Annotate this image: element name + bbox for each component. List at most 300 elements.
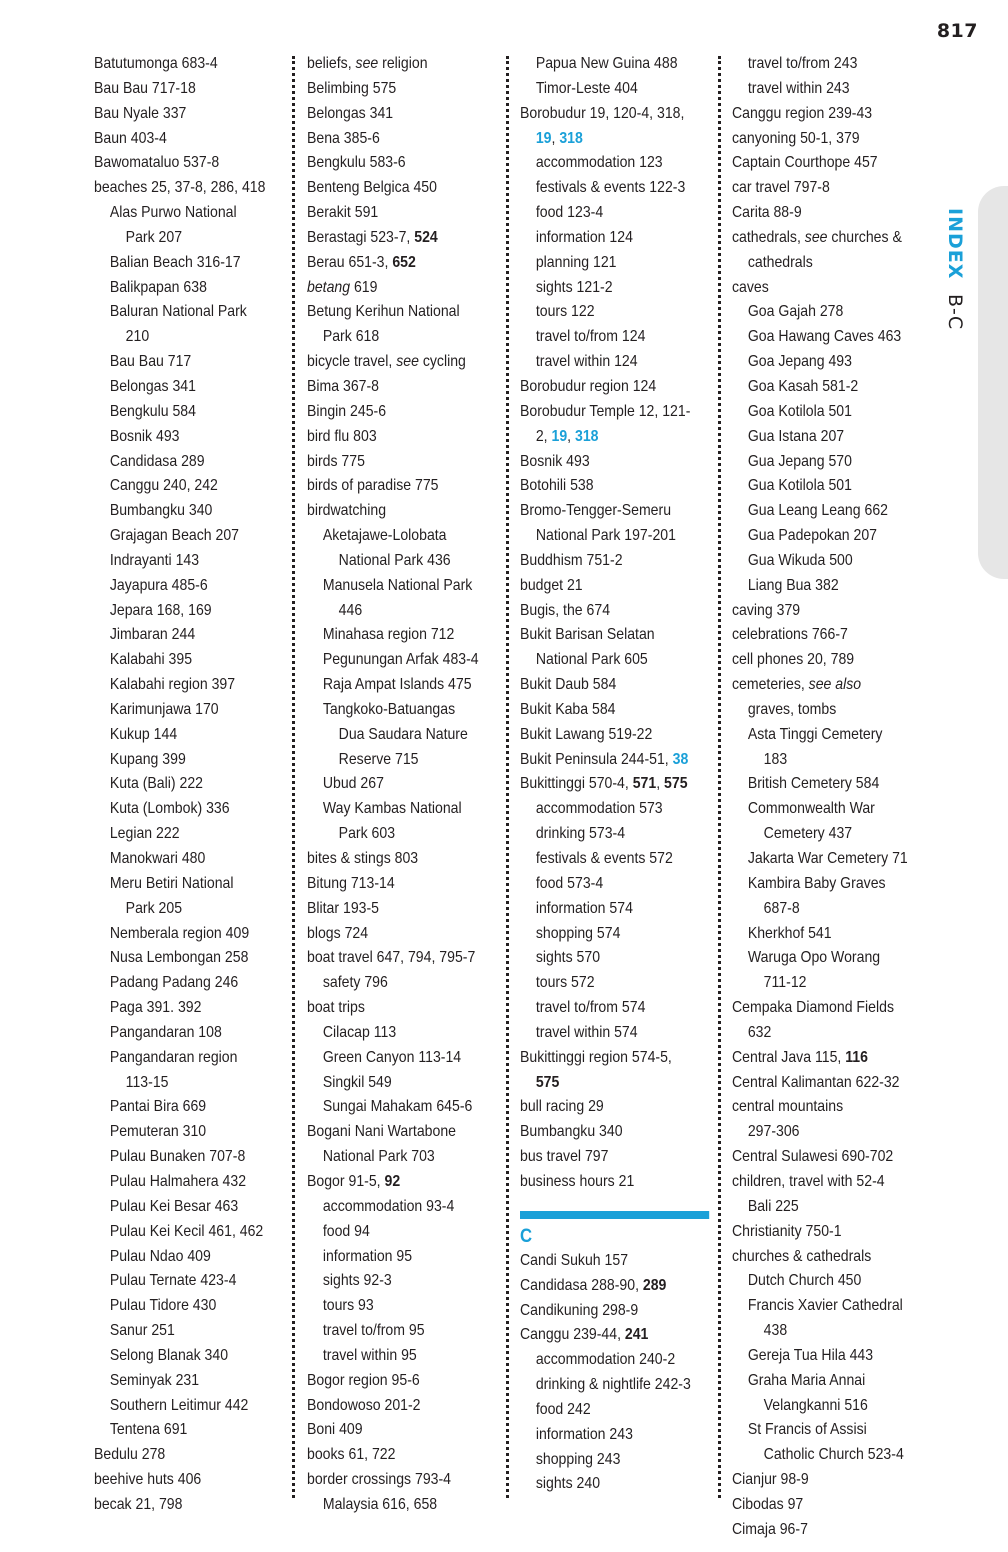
entry-line [94, 77, 265, 102]
entry-text: drinking 573-4 [535, 825, 626, 843]
entry-line [732, 102, 908, 127]
entry-line [307, 673, 479, 698]
entry-text: British Cemetery 584 [747, 775, 880, 793]
entry-line [94, 251, 265, 276]
entry-text: Gua Kotilola 501 [747, 477, 852, 495]
entry-text: 210 [125, 328, 150, 346]
index-entry [732, 226, 908, 276]
index-entry [732, 872, 908, 922]
entry-text: Legian 222 [109, 825, 180, 843]
index-entry [732, 797, 908, 847]
index-entry [307, 1493, 479, 1518]
entry-line [520, 673, 709, 698]
index-entry [520, 673, 709, 698]
entry-line [307, 797, 479, 822]
entry-text: Jakarta War Cemetery 71 [747, 850, 908, 867]
entry-text: Bogor region 95-6 [307, 1371, 420, 1389]
entry-text: Timor-Leste 404 [535, 79, 638, 97]
index-entry [732, 151, 908, 176]
entry-line [307, 1418, 479, 1443]
index-entry [732, 425, 908, 450]
entry-text: 446 [338, 601, 363, 619]
index-entry [94, 797, 265, 822]
entry-text: boat travel 647, 794, 795-7 [307, 949, 476, 967]
entry-text: travel to/from 124 [535, 328, 646, 346]
entry-line [732, 1095, 908, 1120]
entry-text: Asta Tinggi Cemetery [747, 725, 883, 743]
index-entry [520, 1472, 709, 1497]
entry-line [732, 524, 908, 549]
entry-text: Nusa Lembongan 258 [109, 949, 249, 967]
index-entry [732, 1294, 908, 1344]
entry-continuation [732, 971, 908, 996]
entry-text: Alas Purwo National [109, 204, 237, 222]
index-entry [732, 276, 908, 301]
entry-continuation [307, 748, 479, 773]
index-entry [520, 996, 709, 1021]
entry-text: Bitung 713-14 [307, 874, 395, 892]
index-entry [732, 673, 908, 723]
entry-line [94, 748, 265, 773]
index-entry [307, 1294, 479, 1319]
index-entry [520, 300, 709, 325]
entry-line [94, 375, 265, 400]
index-entry [307, 1418, 479, 1443]
entry-line [732, 723, 908, 748]
entry-text: accommodation 123 [535, 154, 663, 172]
entry-text: cell phones 20, 789 [732, 651, 855, 669]
entry-line [732, 1369, 908, 1394]
entry-text: Graha Maria Annai [747, 1371, 866, 1389]
entry-text: Seminyak 231 [109, 1371, 200, 1389]
entry-line [520, 226, 709, 251]
index-entry [94, 276, 265, 301]
index-entry [94, 599, 265, 624]
entry-line [520, 450, 709, 475]
entry-text: Pemuteran 310 [109, 1123, 207, 1141]
entry-text: Benteng Belgica 450 [307, 179, 437, 197]
entry-line [307, 1220, 479, 1245]
entry-text: Liang Bua 382 [747, 576, 839, 594]
index-entry [520, 1373, 709, 1398]
entry-line [94, 524, 265, 549]
entry-text: Kupang 399 [109, 750, 186, 768]
entry-text: National Park 605 [535, 651, 648, 669]
entry-text: Candidasa 288-90, [520, 1276, 643, 1294]
index-entry [94, 425, 265, 450]
entry-line [732, 648, 908, 673]
entry-text: Pangandaran 108 [109, 1023, 222, 1041]
entry-line [94, 623, 265, 648]
index-entry [307, 52, 479, 77]
index-entry [732, 723, 908, 773]
entry-line [307, 276, 479, 301]
index-entry [307, 922, 479, 947]
entry-continuation [94, 226, 265, 251]
entry-text: Ubud 267 [322, 775, 384, 793]
entry-line [520, 1299, 709, 1324]
entry-text: , [551, 129, 560, 147]
entry-line [520, 698, 709, 723]
entry-line [307, 251, 479, 276]
entry-line [520, 1423, 709, 1448]
entry-line [94, 176, 265, 201]
entry-line [94, 450, 265, 475]
index-entry [732, 648, 908, 673]
entry-line [94, 1095, 265, 1120]
entry-text: border crossings 793-4 [307, 1471, 452, 1489]
entry-text: Kalabahi 395 [109, 651, 193, 669]
entry-line [94, 648, 265, 673]
entry-text: food 94 [322, 1222, 370, 1240]
index-entry [520, 450, 709, 475]
entry-text: Bima 367-8 [307, 377, 380, 395]
index-entry [520, 251, 709, 276]
entry-line [307, 847, 479, 872]
index-entry [307, 1245, 479, 1270]
index-entry [307, 946, 479, 971]
index-entry [94, 574, 265, 599]
entry-text: Jayapura 485-6 [109, 576, 208, 594]
entry-line [520, 201, 709, 226]
entry-line [520, 52, 709, 77]
entry-text: Velangkanni 516 [763, 1396, 868, 1414]
entry-line [94, 1145, 265, 1170]
entry-text: Raja Ampat Islands 475 [322, 676, 472, 694]
index-entry [520, 1095, 709, 1120]
index-entry [94, 1195, 265, 1220]
entry-continuation [732, 1443, 908, 1468]
entry-line [94, 549, 265, 574]
entry-line [732, 872, 908, 897]
entry-line [94, 698, 265, 723]
entry-text: accommodation 573 [535, 800, 663, 818]
index-entry [94, 822, 265, 847]
entry-line [520, 1323, 709, 1348]
entry-text: shopping 243 [535, 1450, 621, 1468]
index-entry [94, 1418, 265, 1443]
index-entry [520, 922, 709, 947]
entry-text: food 573-4 [535, 874, 604, 892]
entry-text: Belimbing 575 [307, 79, 397, 97]
index-entry [307, 499, 479, 524]
entry-line [307, 201, 479, 226]
index-entry [94, 698, 265, 723]
index-entry [307, 1120, 479, 1170]
entry-line [732, 1046, 908, 1071]
map-page-ref: 241 [624, 1326, 649, 1344]
section-letter: C [520, 1225, 533, 1247]
index-entry [94, 1120, 265, 1145]
entry-line [520, 897, 709, 922]
index-entry [732, 300, 908, 325]
entry-text: Bukit Kaba 584 [520, 700, 616, 718]
entry-text: cathedrals, [732, 228, 805, 246]
map-page-ref: 571 [632, 775, 657, 793]
index-entry [732, 1369, 908, 1419]
entry-text: Bromo-Tengger-Semeru [520, 502, 672, 520]
entry-text: Bondowoso 201-2 [307, 1396, 421, 1414]
index-entry [94, 1344, 265, 1369]
map-page-ref: 575 [664, 775, 688, 793]
entry-text: Indrayanti 143 [109, 551, 200, 569]
entry-text: Aketajawe-Lolobata [322, 527, 447, 545]
entry-text: sights 240 [535, 1475, 601, 1493]
index-entry [307, 574, 479, 624]
entry-text: Pantai Bira 669 [109, 1098, 207, 1116]
index-entry [307, 201, 479, 226]
entry-text: Bukit Lawang 519-22 [520, 725, 653, 743]
entry-text: canyoning 50-1, 379 [732, 129, 860, 147]
entry-text: Balian Beach 316-17 [109, 253, 241, 271]
entry-line [307, 127, 479, 152]
entry-line [94, 1418, 265, 1443]
index-entry [307, 648, 479, 673]
entry-text: Candikuning 298-9 [520, 1301, 639, 1319]
entry-line [732, 1468, 908, 1493]
entry-text: Bukit Barisan Selatan [520, 626, 655, 644]
entry-line [732, 201, 908, 226]
entry-line [732, 1071, 908, 1096]
entry-text: Pulau Ndao 409 [109, 1247, 211, 1265]
index-entry [520, 499, 709, 549]
entry-text: Borobudur Temple 12, 121- [520, 402, 691, 420]
entry-line [307, 1344, 479, 1369]
index-entry [520, 599, 709, 624]
entry-continuation [307, 549, 479, 574]
column-divider [292, 56, 295, 1498]
entry-text: St Francis of Assisi [747, 1421, 867, 1439]
entry-continuation [94, 897, 265, 922]
entry-line [520, 1120, 709, 1145]
entry-text: Malaysia 616, 658 [322, 1495, 438, 1513]
index-entry [520, 1021, 709, 1046]
entry-text: becak 21, 798 [94, 1495, 183, 1513]
entry-line [732, 226, 908, 251]
index-entry [732, 1145, 908, 1170]
index-entry [520, 822, 709, 847]
map-page-ref: 524 [414, 228, 438, 246]
index-entry [520, 797, 709, 822]
entry-text: Kherkhof 541 [747, 924, 832, 942]
entry-text: Park 603 [338, 825, 396, 843]
index-entry [732, 1269, 908, 1294]
entry-line [94, 1245, 265, 1270]
entry-line [520, 723, 709, 748]
index-entry [94, 499, 265, 524]
index-entry [307, 897, 479, 922]
entry-line [307, 1369, 479, 1394]
index-entry [94, 375, 265, 400]
index-entry [520, 1448, 709, 1473]
entry-text: 687-8 [763, 899, 800, 917]
index-entry [520, 946, 709, 971]
index-entry [520, 574, 709, 599]
entry-text: 438 [763, 1322, 788, 1340]
entry-text: Canggu 239-44, [520, 1326, 625, 1344]
index-entry [307, 1220, 479, 1245]
entry-text: Candi Sukuh 157 [520, 1251, 629, 1269]
entry-line [732, 599, 908, 624]
index-entry [307, 698, 479, 773]
index-entry [732, 127, 908, 152]
entry-line [732, 549, 908, 574]
index-entry [520, 226, 709, 251]
entry-text: Bau Nyale 337 [94, 104, 187, 122]
entry-line [520, 1021, 709, 1046]
entry-line [520, 325, 709, 350]
entry-text: Borobudur region 124 [520, 377, 657, 395]
index-entry [94, 1319, 265, 1344]
entry-text: Central Java 115, [732, 1048, 846, 1066]
index-entry [94, 623, 265, 648]
index-entry [94, 673, 265, 698]
entry-text: Southern Leitimur 442 [109, 1396, 249, 1414]
entry-line [732, 127, 908, 152]
entry-line [94, 822, 265, 847]
entry-text: Pulau Tidore 430 [109, 1297, 217, 1315]
entry-line [307, 1046, 479, 1071]
entry-text: central mountains [732, 1098, 844, 1116]
index-entry [520, 1323, 709, 1348]
index-entry [520, 1120, 709, 1145]
entry-line [520, 1373, 709, 1398]
entry-line [307, 698, 479, 723]
index-entry [732, 1095, 908, 1145]
index-entry [520, 1170, 709, 1195]
index-entry [732, 77, 908, 102]
section-bar [520, 1211, 709, 1219]
entry-line [732, 1418, 908, 1443]
italic-text: see [355, 55, 379, 72]
entry-line [307, 772, 479, 797]
entry-text: Manokwari 480 [109, 850, 206, 867]
entry-line [732, 1145, 908, 1170]
entry-line [94, 1120, 265, 1145]
entry-text: Cemetery 437 [763, 825, 853, 843]
map-page-ref: 92 [384, 1172, 401, 1190]
entry-continuation [520, 127, 709, 152]
entry-line [94, 1046, 265, 1071]
index-entry [307, 1394, 479, 1419]
entry-text: Padang Padang 246 [109, 974, 239, 992]
entry-text: Boni 409 [307, 1421, 363, 1439]
map-page-ref: 289 [642, 1276, 667, 1294]
entry-line [94, 1220, 265, 1245]
entry-line [94, 922, 265, 947]
entry-text: drinking & nightlife 242-3 [535, 1376, 691, 1394]
index-entry [307, 1369, 479, 1394]
entry-text: Gua Leang Leang 662 [747, 502, 888, 520]
entry-text: Meru Betiri National [109, 874, 234, 892]
index-entry [94, 52, 265, 77]
index-entry [520, 1274, 709, 1299]
entry-text: Bena 385-6 [307, 129, 380, 147]
index-entry [94, 176, 265, 201]
entry-text: caves [732, 278, 769, 296]
index-entry [94, 450, 265, 475]
entry-text: beehive huts 406 [94, 1471, 202, 1489]
index-entry [732, 400, 908, 425]
entry-text: Tangkoko-Batuangas [322, 700, 456, 718]
index-entry [94, 1245, 265, 1270]
index-entry [307, 450, 479, 475]
index-entry [520, 102, 709, 152]
entry-line [732, 772, 908, 797]
index-entry [94, 1095, 265, 1120]
index-entry [520, 971, 709, 996]
entry-line [94, 1319, 265, 1344]
entry-line [307, 77, 479, 102]
index-entry [307, 623, 479, 648]
index-entry [732, 1468, 908, 1493]
index-entry [94, 1046, 265, 1096]
entry-text: tours 572 [535, 974, 595, 992]
entry-line [94, 772, 265, 797]
entry-text: Botohili 538 [520, 477, 594, 495]
entry-text: Way Kambas National [322, 800, 462, 818]
entry-text: information 243 [535, 1425, 633, 1443]
entry-line [520, 996, 709, 1021]
entry-text: Reserve 715 [338, 750, 419, 768]
index-entry [520, 151, 709, 176]
index-entry [732, 375, 908, 400]
index-entry [732, 549, 908, 574]
entry-text: Gereja Tua Hila 443 [747, 1346, 874, 1364]
entry-line [94, 797, 265, 822]
entry-line [94, 1369, 265, 1394]
italic-text: betang [307, 278, 351, 296]
index-entry [732, 1245, 908, 1270]
entry-line [307, 623, 479, 648]
index-entry [520, 375, 709, 400]
entry-text: food 123-4 [535, 204, 604, 222]
entry-text: Bugis, the 674 [520, 601, 611, 619]
index-entry [520, 1398, 709, 1423]
entry-text: Park 207 [125, 228, 183, 246]
entry-line [307, 648, 479, 673]
index-entry [94, 946, 265, 971]
italic-text: see [396, 353, 419, 371]
photo-page-ref: 19 [551, 427, 568, 445]
entry-line [307, 1394, 479, 1419]
entry-text: car travel 797-8 [732, 179, 830, 197]
index-entry [307, 1195, 479, 1220]
entry-line [307, 474, 479, 499]
index-entry [307, 872, 479, 897]
entry-line [732, 1344, 908, 1369]
entry-line [520, 300, 709, 325]
entry-text: Captain Courthope 457 [732, 154, 878, 172]
entry-text: Commonwealth War [747, 800, 875, 818]
entry-text: Goa Jepang 493 [747, 353, 852, 371]
entry-line [307, 872, 479, 897]
entry-continuation [732, 698, 908, 723]
index-entry [94, 300, 265, 350]
entry-line [94, 350, 265, 375]
index-entry [307, 251, 479, 276]
index-entry [732, 922, 908, 947]
index-entry [307, 102, 479, 127]
index-entry [94, 922, 265, 947]
index-entry [94, 847, 265, 872]
column-divider [506, 56, 509, 1498]
entry-line [307, 300, 479, 325]
entry-line [520, 1095, 709, 1120]
entry-line [307, 1294, 479, 1319]
index-entry [732, 1518, 908, 1543]
entry-line [520, 1145, 709, 1170]
